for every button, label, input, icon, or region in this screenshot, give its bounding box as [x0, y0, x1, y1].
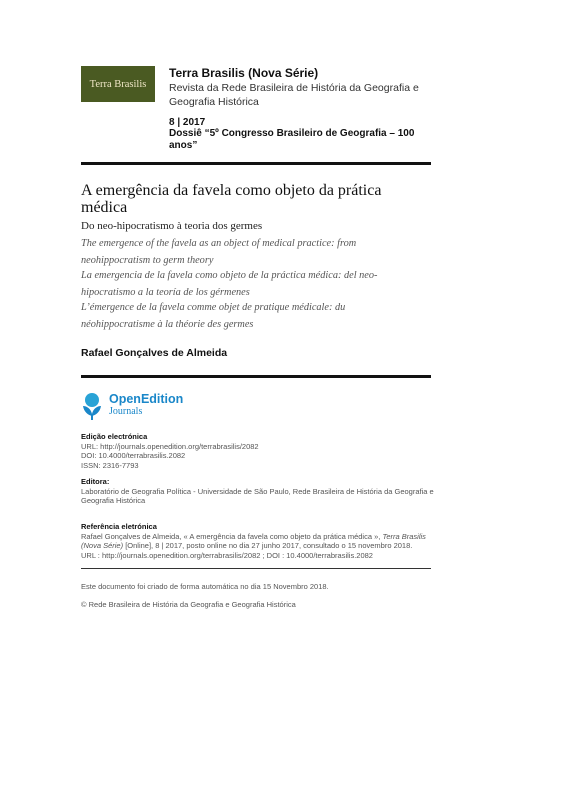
alt-title-es: La emergencia de la favela como objeto de la práctica médica: del neo-hipocratismo a la teoría de los gérmenes	[81, 270, 378, 298]
editor-heading: Editora:	[81, 477, 110, 486]
article-title: A emergência da favela como objeto da prática médica	[81, 182, 382, 216]
author-divider	[81, 375, 431, 378]
article-subtitle: Do neo-hipocratismo à teoria dos germes	[81, 220, 263, 232]
reference-line2: [Online], 8 | 2017, posto online no dia 27 junho 2017, consultado o 15 novembro 2018.	[123, 541, 413, 551]
journal-logo	[81, 66, 155, 102]
reference-url-doi[interactable]: URL : http://journals.openedition.org/terrabrasilis/2082 ; DOI : 10.4000/terrabrasilis.2082	[81, 550, 373, 560]
publisher-sub: Journals	[109, 406, 143, 417]
dossier-title: Dossiê “5º Congresso Brasileiro de Geografia – 100 anos”	[169, 128, 415, 151]
reference-journal-series: (Nova Série)	[81, 541, 124, 551]
footer-divider	[81, 568, 431, 569]
generation-note: Este documento foi criado de forma automática no dia 15 Novembro 2018.	[81, 582, 329, 591]
reference-line1: Rafael Gonçalves de Almeida, « A emergência da favela como objeto da prática médica »,	[81, 531, 383, 541]
electronic-edition-heading: Edição electrónica	[81, 432, 148, 441]
article-author: Rafael Gonçalves de Almeida	[81, 347, 228, 359]
openedition-logo-icon	[81, 392, 103, 420]
edition-url[interactable]: URL: http://journals.openedition.org/terrabrasilis/2082	[81, 441, 259, 451]
electronic-edition-section	[81, 432, 436, 470]
editor-text: Laboratório de Geografia Política - Universidade de São Paulo, Rede Brasileira de História da Geografia e Geografia Histórica	[81, 486, 434, 506]
alt-title-en: The emergence of the favela as an object of medical practice: from neohippocratism to germ theory	[81, 238, 357, 266]
issue-number: 8 | 2017	[169, 117, 206, 128]
edition-issn: ISSN: 2316-7793	[81, 460, 139, 470]
reference-heading: Referência eletrónica	[81, 522, 157, 531]
header-divider	[81, 162, 431, 165]
edition-doi[interactable]: DOI: 10.4000/terrabrasilis.2082	[81, 451, 186, 461]
editor-section	[81, 477, 436, 506]
copyright-note: © Rede Brasileira de História da Geografia e Geografia Histórica	[81, 600, 296, 609]
alt-title-fr: L’émergence de la favela comme objet de pratique médicale: du néohippocratisme à la théorie des germes	[81, 302, 346, 330]
journal-title: Terra Brasilis (Nova Série)	[169, 66, 319, 80]
publisher-name: OpenEdition	[109, 392, 184, 406]
reference-journal: Terra Brasilis	[382, 531, 426, 541]
journal-subtitle: Revista da Rede Brasileira de História da Geografia e Geografia Histórica	[169, 82, 419, 108]
reference-section	[81, 522, 436, 560]
logo-text: Terra Brasilis	[89, 78, 147, 90]
